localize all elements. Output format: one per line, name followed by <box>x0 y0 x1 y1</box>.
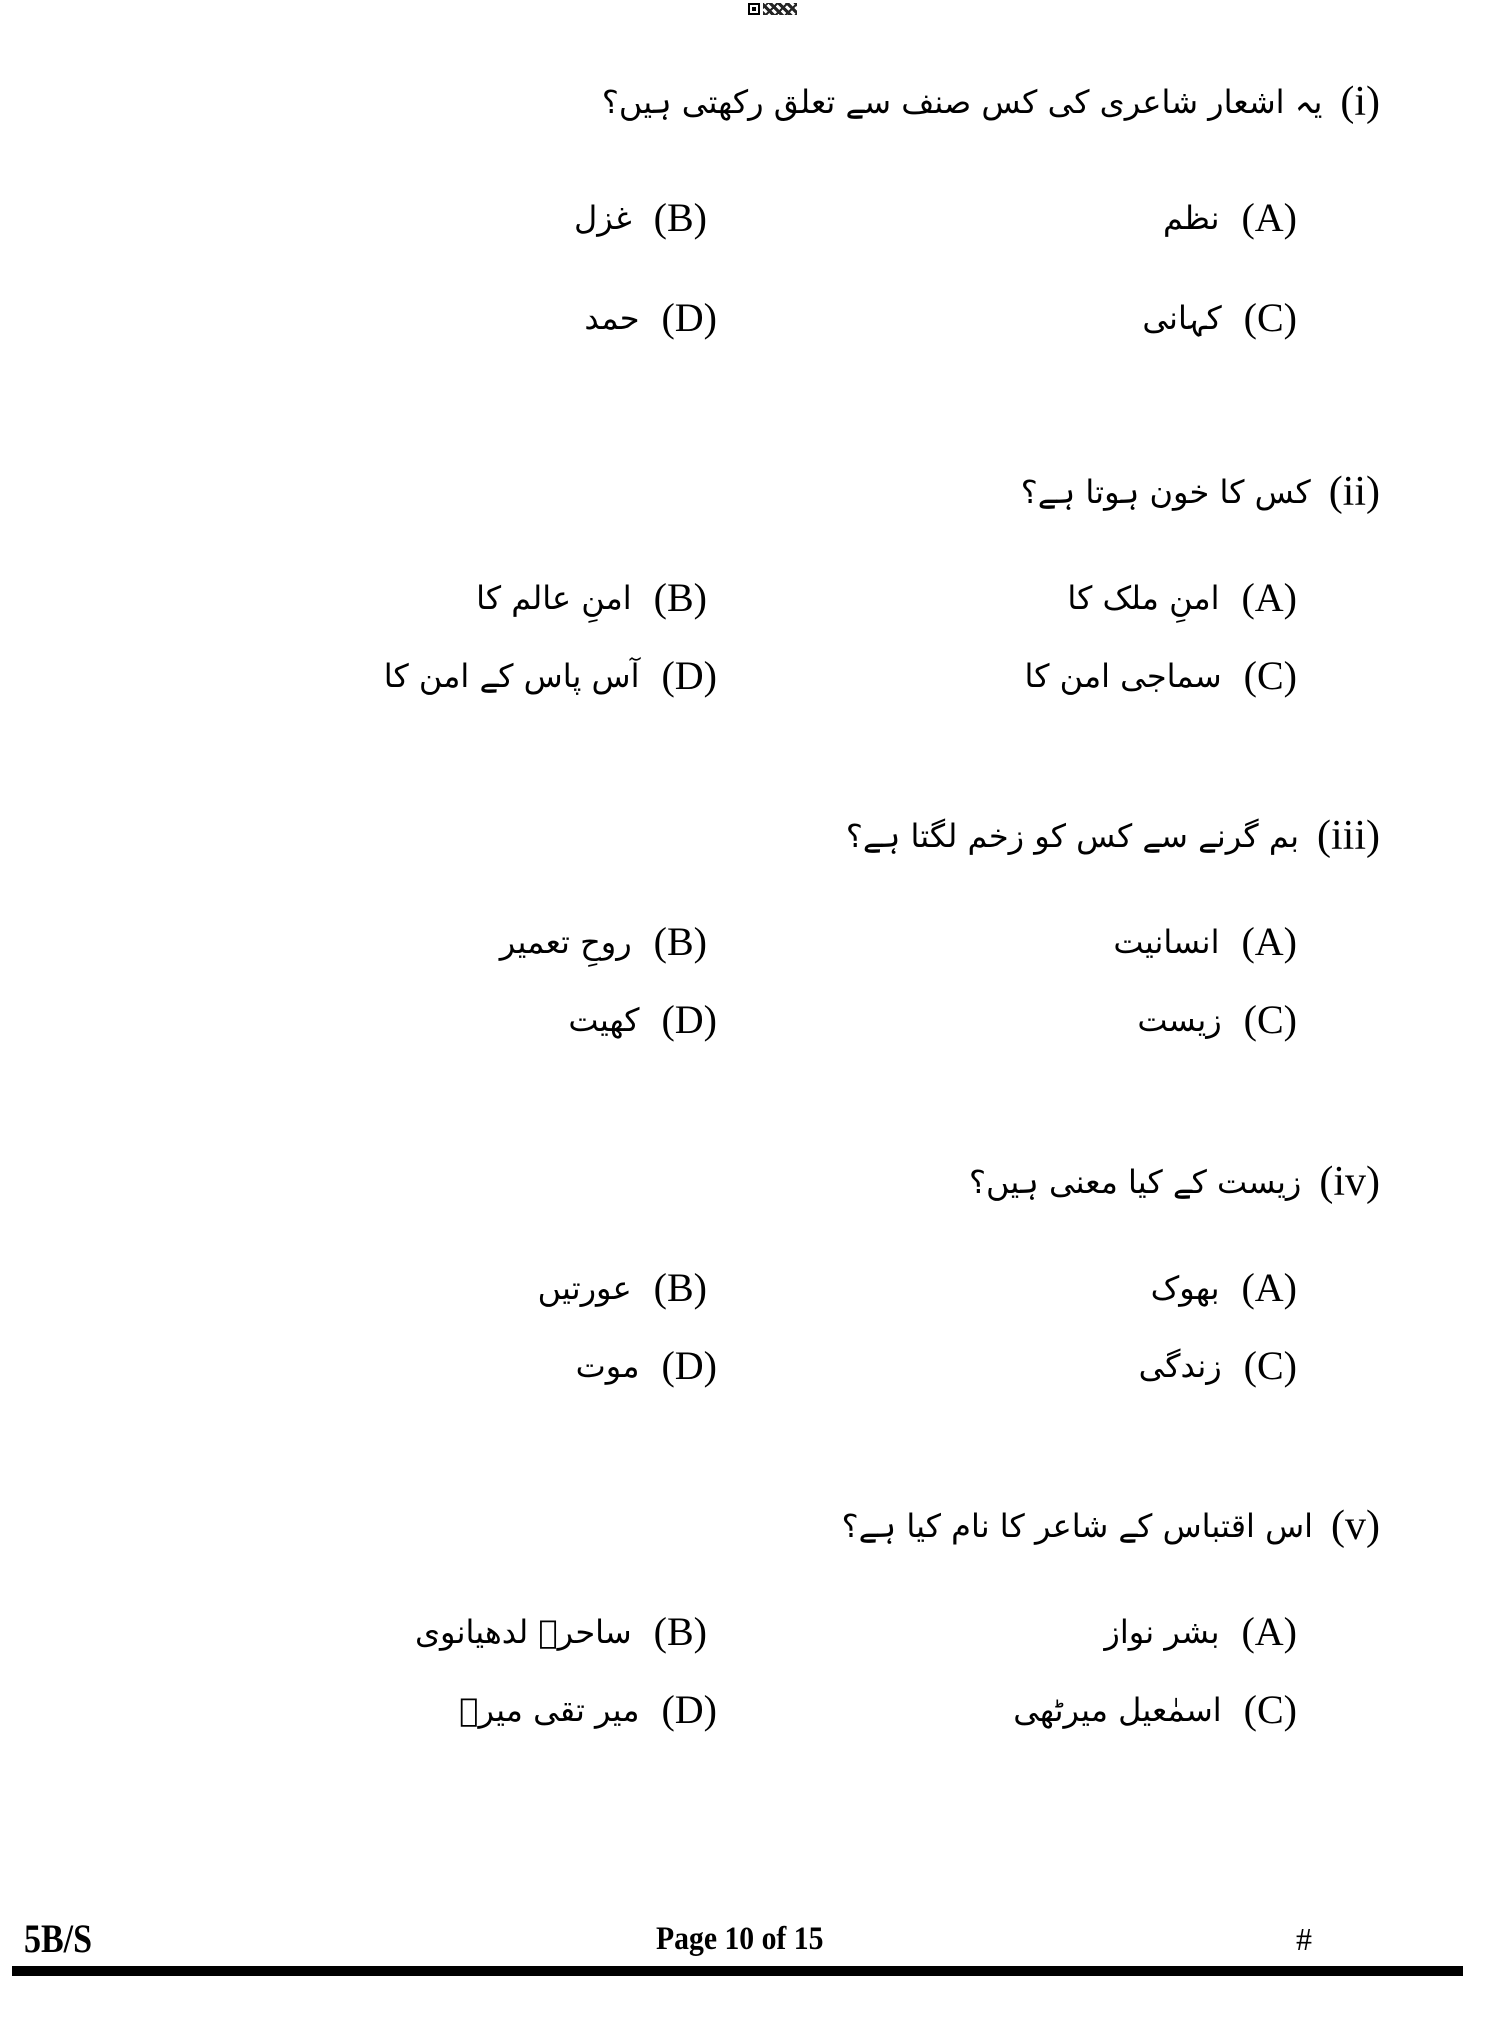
question-number: (iii) <box>1317 813 1380 859</box>
page-number: Page 10 of 15 <box>656 1921 824 1957</box>
question-number: (iv) <box>1319 1159 1380 1205</box>
question-text: بم گرنے سے کس کو زخم لگتا ہے؟ <box>845 817 1300 855</box>
option-a[interactable] <box>1151 1264 1297 1311</box>
question-text: یہ اشعار شاعری کی کس صنف سے تعلق رکھتی ہیں؟ <box>601 83 1323 121</box>
option-a[interactable] <box>1067 574 1297 621</box>
option-text: امنِ عالم کا <box>476 578 632 617</box>
question-text: کس کا خون ہوتا ہے؟ <box>1020 473 1311 511</box>
option-label: (D) <box>661 653 717 698</box>
option-text: غزل <box>574 198 632 237</box>
option-label: (C) <box>1243 1343 1297 1388</box>
option-text: انسانیت <box>1113 922 1220 961</box>
option-b[interactable] <box>415 1608 707 1655</box>
option-a[interactable] <box>1113 918 1297 965</box>
option-label: (B) <box>653 1609 707 1654</box>
option-label: (A) <box>1241 195 1297 240</box>
option-text: بشر نواز <box>1104 1612 1220 1651</box>
option-c[interactable] <box>1139 1342 1297 1389</box>
paper-code: 5B/S <box>24 1916 93 1961</box>
question-5 <box>842 1502 1380 1550</box>
option-label: (A) <box>1241 1265 1297 1310</box>
option-text: آس پاس کے امن کا <box>383 656 640 695</box>
option-label: (A) <box>1241 1609 1297 1654</box>
option-text: کھیت <box>568 1000 640 1039</box>
option-c[interactable] <box>1024 652 1297 699</box>
option-label: (B) <box>653 195 707 240</box>
option-c[interactable] <box>1137 996 1297 1043</box>
option-a[interactable] <box>1104 1608 1297 1655</box>
option-label: (D) <box>661 295 717 340</box>
page-footer <box>0 1905 1505 1965</box>
footer-rule <box>12 1966 1463 1976</box>
option-label: (B) <box>653 1265 707 1310</box>
question-number: (v) <box>1331 1503 1380 1549</box>
option-text: ساحرؔ لدھیانوی <box>414 1612 632 1651</box>
option-d[interactable] <box>568 996 717 1043</box>
option-c[interactable] <box>1142 294 1297 341</box>
option-label: (C) <box>1243 653 1297 698</box>
footer-mark: # <box>1296 1921 1312 1957</box>
option-label: (B) <box>653 919 707 964</box>
option-c[interactable] <box>1013 1686 1297 1733</box>
option-text: زندگی <box>1138 1346 1222 1385</box>
option-text: حمد <box>584 298 640 337</box>
qr-finder-square <box>748 3 760 15</box>
option-b[interactable] <box>476 574 707 621</box>
option-b[interactable] <box>538 1264 707 1311</box>
option-text: امنِ ملک کا <box>1067 578 1220 617</box>
option-label: (A) <box>1241 919 1297 964</box>
option-text: موت <box>575 1346 640 1385</box>
option-text: نظم <box>1163 198 1220 237</box>
question-2 <box>1021 468 1380 516</box>
qr-pattern <box>763 3 797 15</box>
option-a[interactable] <box>1163 194 1297 241</box>
option-label: (D) <box>661 1687 717 1732</box>
question-text: زیست کے کیا معنی ہیں؟ <box>969 1163 1302 1201</box>
option-text: بھوک <box>1150 1268 1220 1307</box>
option-d[interactable] <box>576 1342 717 1389</box>
option-label: (C) <box>1243 1687 1297 1732</box>
option-d[interactable] <box>584 294 717 341</box>
qr-code-icon <box>748 2 808 16</box>
option-label: (C) <box>1243 997 1297 1042</box>
option-text: کہانی <box>1142 298 1222 337</box>
option-text: زیست <box>1137 1000 1222 1039</box>
question-number: (i) <box>1340 79 1380 125</box>
option-text: میر تقی میرؔ <box>459 1690 640 1729</box>
option-label: (D) <box>661 1343 717 1388</box>
question-1 <box>602 78 1380 126</box>
option-label: (A) <box>1241 575 1297 620</box>
option-d[interactable] <box>459 1686 717 1733</box>
option-label: (B) <box>653 575 707 620</box>
option-label: (D) <box>661 997 717 1042</box>
question-3 <box>846 812 1380 860</box>
question-text: اس اقتباس کے شاعر کا نام کیا ہے؟ <box>841 1507 1314 1545</box>
option-d[interactable] <box>384 652 717 699</box>
option-b[interactable] <box>574 194 707 241</box>
option-text: اسمٰعیل میرٹھی <box>1013 1690 1222 1729</box>
question-number: (ii) <box>1328 469 1380 515</box>
option-text: عورتیں <box>537 1268 632 1307</box>
option-b[interactable] <box>500 918 707 965</box>
option-text: روحِ تعمیر <box>499 922 632 961</box>
option-label: (C) <box>1243 295 1297 340</box>
option-text: سماجی امن کا <box>1024 656 1222 695</box>
question-4 <box>969 1158 1380 1206</box>
